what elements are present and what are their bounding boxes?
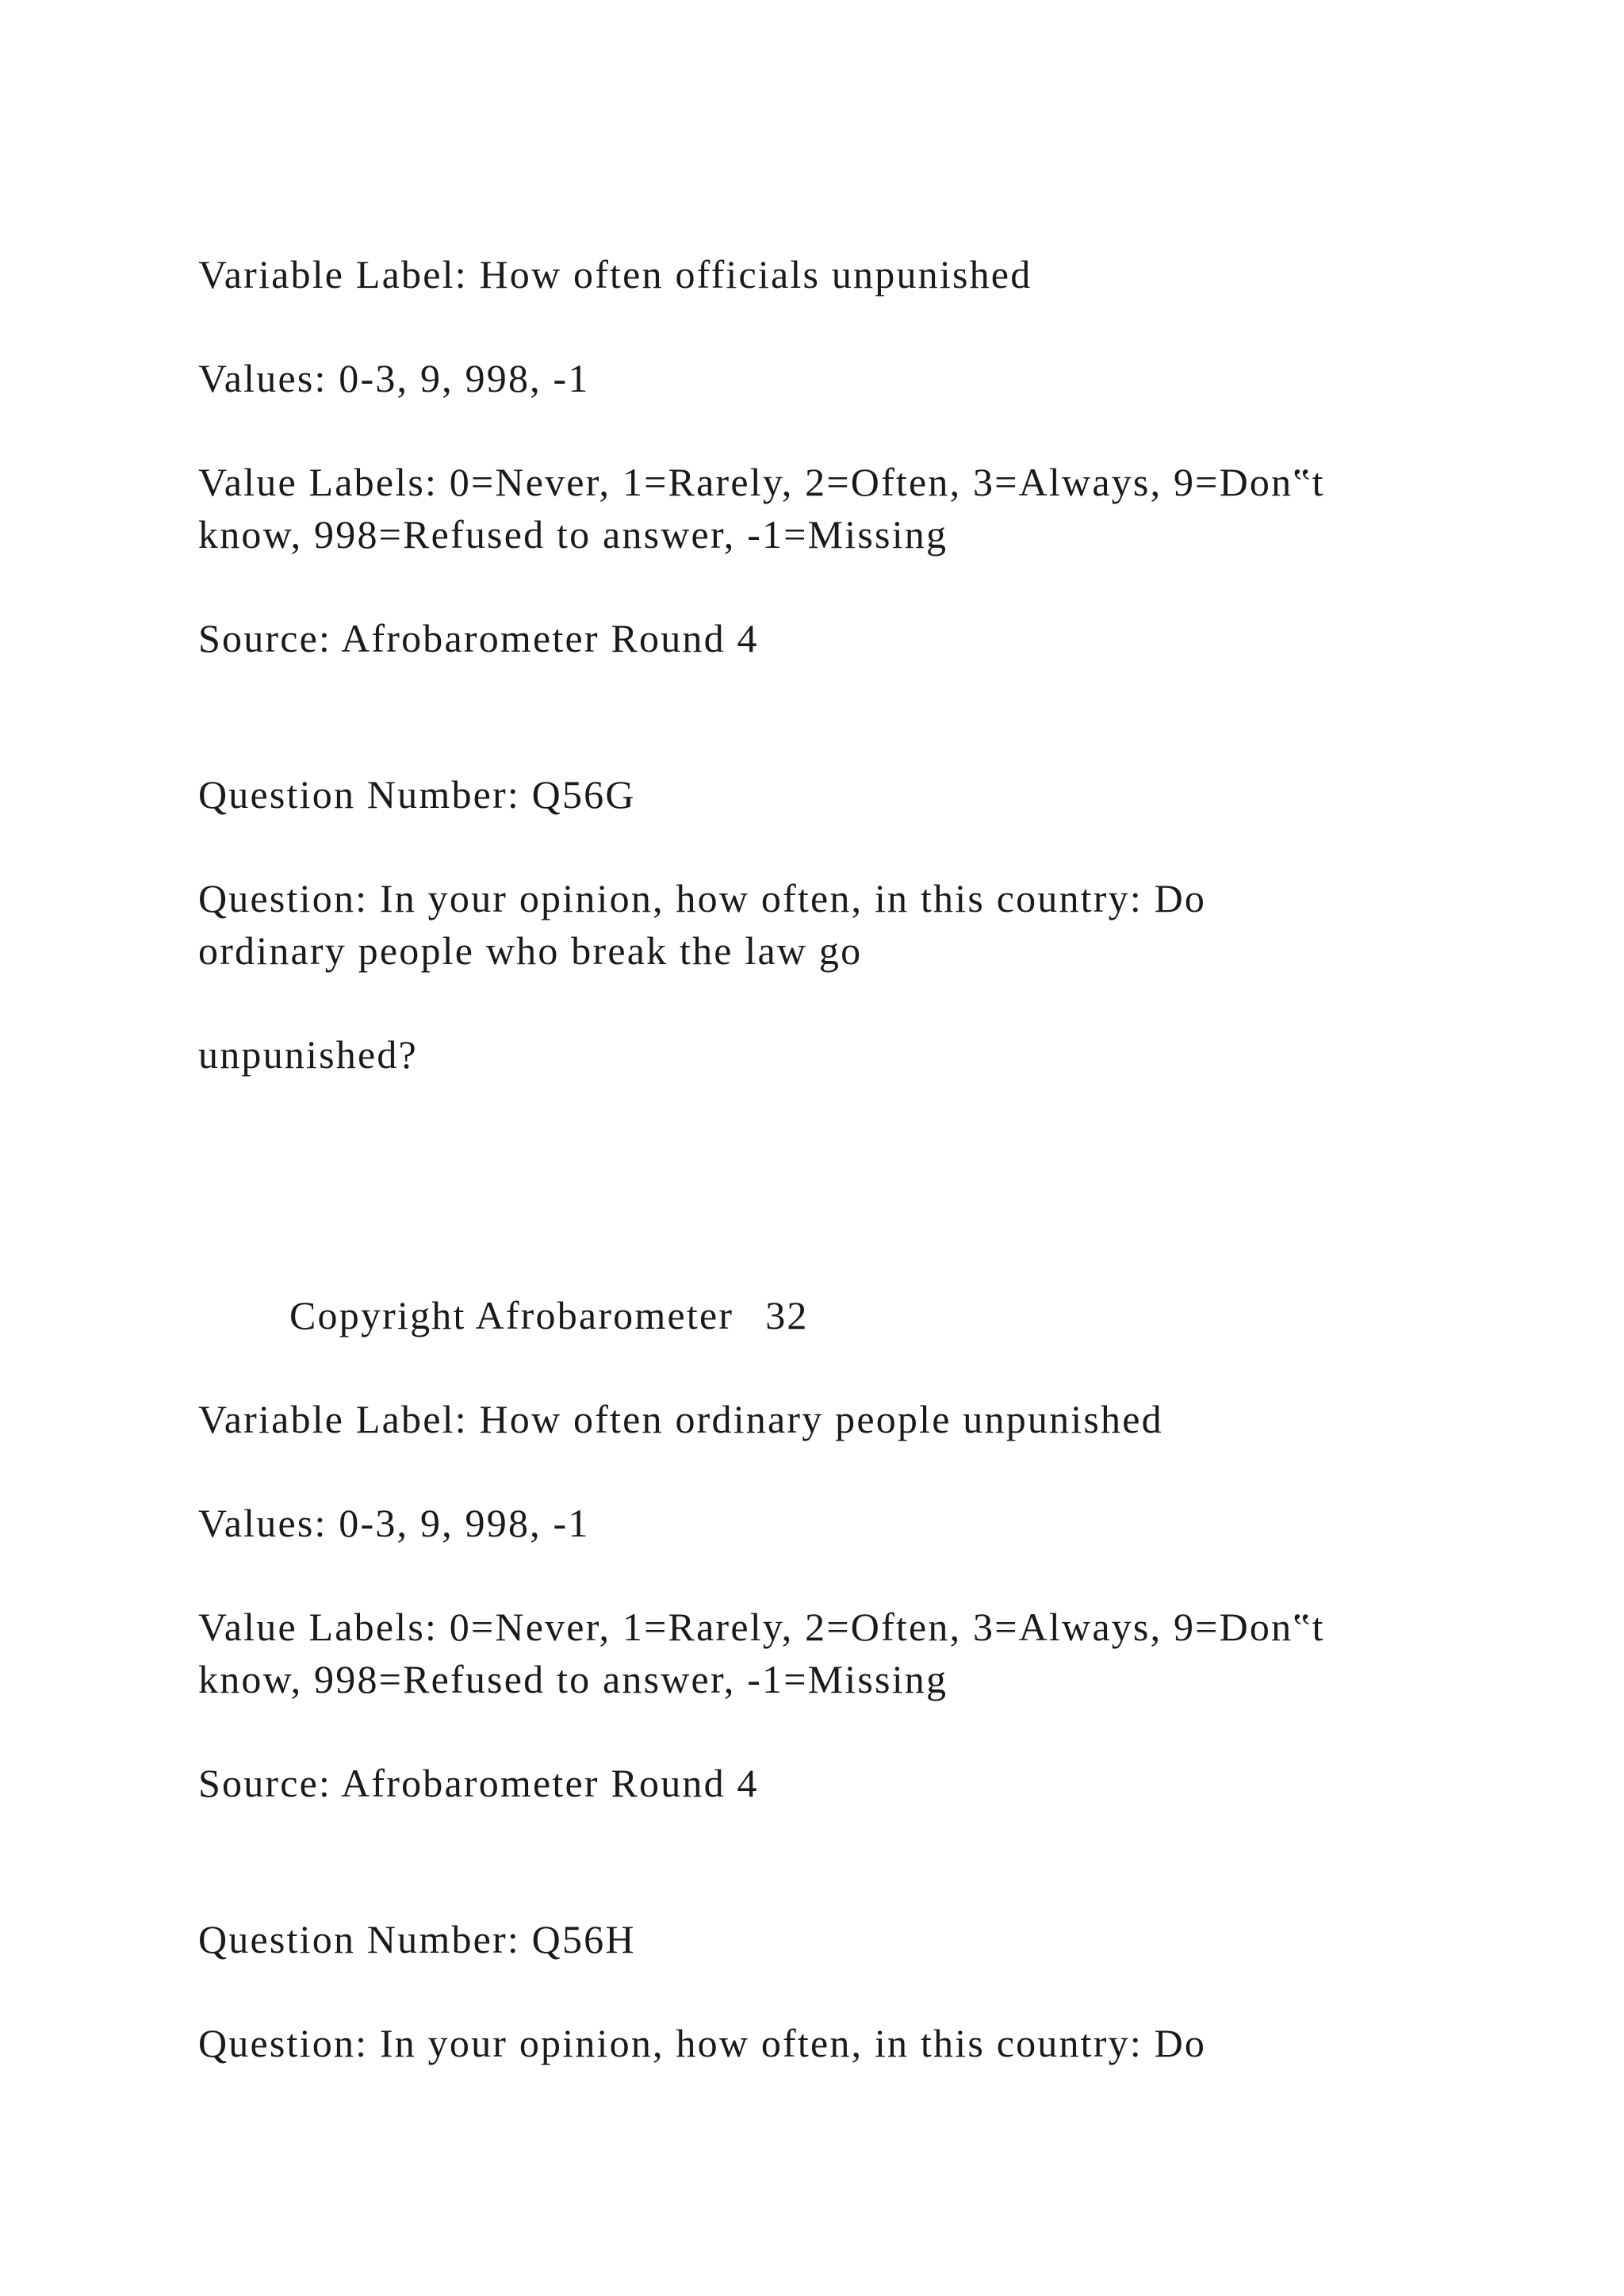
question-number: Question Number: Q56G bbox=[198, 772, 636, 817]
question-line-2: ordinary people who break the law go bbox=[198, 928, 863, 973]
question-line-1: Question: In your opinion, how often, in this country: Do bbox=[198, 2021, 1207, 2065]
variable-label: Variable Label: How often ordinary people unpunished bbox=[198, 1397, 1163, 1441]
question-number: Question Number: Q56H bbox=[198, 1917, 636, 1961]
value-labels-line-1: Value Labels: 0=Never, 1=Rarely, 2=Often, 3=Always, 9=Don‟t bbox=[198, 460, 1325, 504]
value-labels-line-2: know, 998=Refused to answer, -1=Missing bbox=[198, 1657, 948, 1701]
page-footer bbox=[289, 1289, 809, 1341]
copyright-text: Copyright Afrobarometer bbox=[289, 1293, 734, 1337]
source: Source: Afrobarometer Round 4 bbox=[198, 616, 759, 660]
values: Values: 0-3, 9, 998, -1 bbox=[198, 1501, 590, 1545]
value-labels-line-2: know, 998=Refused to answer, -1=Missing bbox=[198, 512, 948, 557]
values: Values: 0-3, 9, 998, -1 bbox=[198, 356, 590, 400]
source: Source: Afrobarometer Round 4 bbox=[198, 1761, 759, 1805]
value-labels-line-1: Value Labels: 0=Never, 1=Rarely, 2=Often, 3=Always, 9=Don‟t bbox=[198, 1605, 1325, 1649]
variable-label: Variable Label: How often officials unpunished bbox=[198, 252, 1032, 297]
page-number: 32 bbox=[765, 1293, 809, 1337]
question-line-3: unpunished? bbox=[198, 1032, 418, 1077]
question-line-1: Question: In your opinion, how often, in this country: Do bbox=[198, 876, 1207, 920]
